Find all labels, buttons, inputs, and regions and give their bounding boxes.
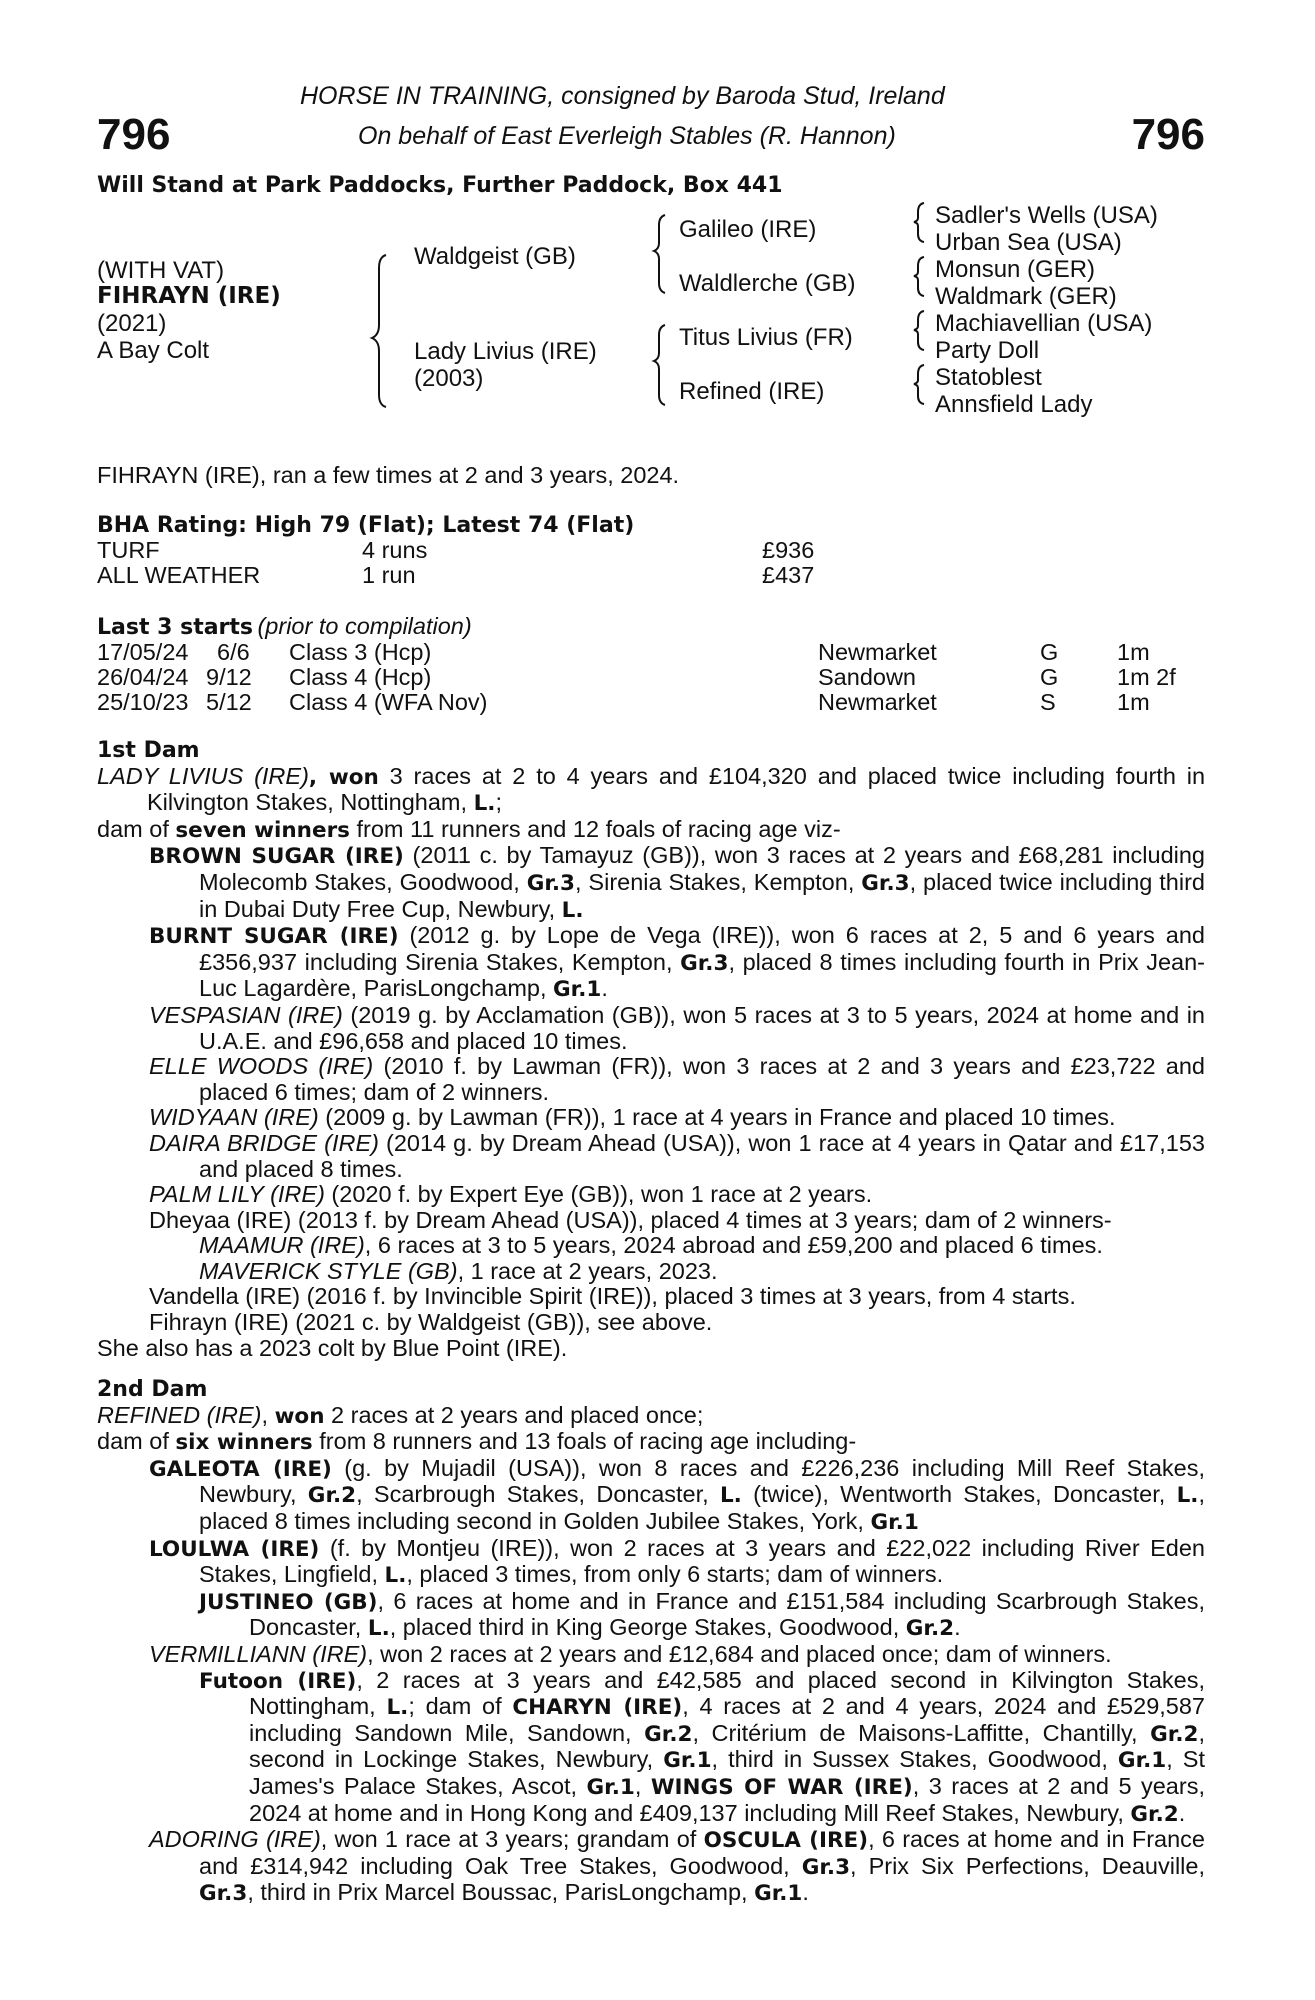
start-row-class: Class 3 (Hcp)	[289, 639, 432, 665]
start-row-distance: 1m	[1117, 689, 1150, 715]
produce-fihrayn: Fihrayn (IRE) (2021 c. by Waldgeist (GB)), see above.	[149, 1309, 713, 1336]
aw-runs: 1 run	[362, 562, 416, 588]
produce-futoon: Futoon (IRE), 2 races at 3 years and £42,585 and placed second in Kilvington Stakes, Nottingham, L.; dam of CHARYN (IRE), 4 races at 2 and 4 years, 2024 and £529,587 including Sandown Mile, Sandown, Gr.2, Critérium de Maisons-Laffitte, Chantilly, Gr.2, second in Lockinge Stakes, Newbury, Gr.1, third in Sussex Stakes, Goodwood, Gr.1, St James's Palace Stakes, Ascot, Gr.1, WINGS OF WAR (IRE), 3 races at 2 and 5 years, 2024 at home and in Hong Kong and £409,137 including Mill Reef Stakes, Newbury, Gr.2.	[199, 1666, 1206, 1827]
start-row-course: Newmarket	[818, 639, 937, 665]
sire-sire: Galileo (IRE)	[679, 216, 817, 243]
produce-elle-woods: ELLE WOODS (IRE) (2010 f. by Lawman (FR)), won 3 races at 2 and 3 years and £23,722 and placed 6 times; dam of 2 winners.	[149, 1053, 1205, 1105]
produce-maverick-style: MAVERICK STYLE (GB), 1 race at 2 years, 2023.	[199, 1257, 718, 1284]
first-dam-produce-summary: dam of seven winners from 11 runners and 12 foals of racing age viz-	[97, 815, 841, 843]
start-row-date: 17/05/24	[97, 639, 189, 665]
produce-dheyaa: Dheyaa (IRE) (2013 f. by Dream Ahead (USA)), placed 4 times at 3 years; dam of 2 winners-	[149, 1206, 1112, 1233]
start-row-course: Newmarket	[818, 689, 937, 715]
ped-ssd: Urban Sea (USA)	[935, 229, 1122, 256]
first-dam-record: LADY LIVIUS (IRE), won 3 races at 2 to 4 years and £104,320 and placed twice including fourth in Kilvington Stakes, Nottingham, L.;	[97, 762, 1206, 817]
start-row-class: Class 4 (Hcp)	[289, 664, 432, 690]
behalf-line: On behalf of East Everleigh Stables (R. Hannon)	[358, 122, 896, 150]
second-dam-section	[97, 1377, 1205, 1907]
start-row-class: Class 4 (WFA Nov)	[289, 689, 488, 715]
start-row-pos: 9/12	[206, 664, 252, 690]
turf-earnings: £936	[762, 537, 815, 563]
produce-burnt-sugar: BURNT SUGAR (IRE) (2012 g. by Lope de Vega (IRE)), won 6 races at 2, 5 and 6 years and £356,937 including Sirenia Stakes, Kempton, Gr.3, placed 8 times including fourth in Prix Jean-Luc Lagardère, ParisLongchamp, Gr.1.	[149, 922, 1206, 1003]
ped-sds: Monsun (GER)	[935, 256, 1096, 283]
start-row-distance: 1m 2f	[1117, 664, 1176, 690]
ped-sss: Sadler's Wells (USA)	[935, 202, 1158, 229]
first-dam-section	[97, 738, 1205, 1361]
start-row-distance: 1m	[1117, 639, 1150, 665]
turf-runs: 4 runs	[362, 537, 428, 563]
lot-number-left: 796	[97, 110, 171, 159]
ped-ddd: Annsfield Lady	[935, 391, 1093, 418]
consignor-line: HORSE IN TRAINING, consigned by Baroda Stud, Ireland	[300, 82, 945, 110]
bha-rating: BHA Rating: High 79 (Flat); Latest 74 (Flat)	[97, 513, 635, 538]
produce-daira-bridge: DAIRA BRIDGE (IRE) (2014 g. by Dream Ahead (USA)), won 1 race at 4 years in Qatar and £17,153 and placed 8 times.	[149, 1129, 1205, 1182]
second-dam-record: REFINED (IRE), won 2 races at 2 years and placed once;	[97, 1401, 704, 1429]
horse-description: A Bay Colt	[97, 337, 210, 364]
produce-vermilliann: VERMILLIANN (IRE), won 2 races at 2 years and £12,684 and placed once; dam of winners.	[149, 1640, 1112, 1667]
first-dam-also: She also has a 2023 colt by Blue Point (IRE).	[97, 1334, 568, 1361]
turf-label: TURF	[97, 537, 160, 563]
ped-dsd: Party Doll	[935, 337, 1040, 364]
dam-year: (2003)	[414, 365, 484, 392]
horse-name: FIHRAYN (IRE)	[97, 283, 281, 309]
produce-galeota: GALEOTA (IRE) (g. by Mujadil (USA)), won 8 races and £226,236 including Mill Reef Stakes, Newbury, Gr.2, Scarbrough Stakes, Doncaster, L. (twice), Wentworth Stakes, Doncaster, L., placed 8 times including second in Golden Jubilee Stakes, York, Gr.1	[149, 1454, 1205, 1535]
start-row-pos: 6/6	[217, 639, 250, 665]
ped-dss: Machiavellian (USA)	[935, 310, 1153, 337]
produce-palm-lily: PALM LILY (IRE) (2020 f. by Expert Eye (GB)), won 1 race at 2 years.	[149, 1181, 873, 1208]
start-row-pos: 5/12	[206, 689, 252, 715]
produce-brown-sugar: BROWN SUGAR (IRE) (2011 c. by Tamayuz (GB)), won 3 races at 2 years and £68,281 including Molecomb Stakes, Goodwood, Gr.3, Sirenia Stakes, Kempton, Gr.3, placed twice including third in Dubai Duty Free Cup, Newbury, L.	[149, 842, 1205, 923]
produce-loulwa: LOULWA (IRE) (f. by Montjeu (IRE)), won 2 races at 3 years and £22,022 including River Eden Stakes, Lingfield, L., placed 3 times, from only 6 starts; dam of winners.	[149, 1534, 1205, 1589]
ped-sdd: Waldmark (GER)	[935, 283, 1117, 310]
start-row-date: 26/04/24	[97, 664, 189, 690]
start-row-date: 25/10/23	[97, 689, 189, 715]
last-starts-heading: Last 3 starts (prior to compilation)	[97, 613, 472, 640]
horse-year: (2021)	[97, 310, 167, 337]
ped-dds: Statoblest	[935, 364, 1042, 391]
race-summary: FIHRAYN (IRE), ran a few times at 2 and 3 years, 2024.	[97, 462, 680, 488]
dam: Lady Livius (IRE)	[414, 338, 597, 365]
stand-location: Will Stand at Park Paddocks, Further Paddock, Box 441	[97, 173, 783, 198]
lot-number-right: 796	[1131, 110, 1205, 159]
aw-earnings: £437	[762, 562, 815, 588]
sire: Waldgeist (GB)	[414, 243, 576, 270]
produce-widyaan: WIDYAAN (IRE) (2009 g. by Lawman (FR)), 1 race at 4 years in France and placed 10 times.	[149, 1104, 1116, 1131]
second-dam-produce-summary: dam of six winners from 8 runners and 13 foals of racing age including-	[97, 1428, 857, 1456]
produce-vespasian: VESPASIAN (IRE) (2019 g. by Acclamation (GB)), won 5 races at 3 to 5 years, 2024 at home and in U.A.E. and £96,658 and placed 10 times.	[149, 1001, 1205, 1054]
aw-label: ALL WEATHER	[97, 562, 261, 588]
vat-note: (WITH VAT)	[97, 257, 225, 284]
start-row-going: G	[1040, 664, 1059, 690]
start-row-course: Sandown	[818, 664, 916, 690]
sire-dam: Waldlerche (GB)	[679, 270, 856, 297]
start-row-going: G	[1040, 639, 1059, 665]
produce-adoring: ADORING (IRE), won 1 race at 3 years; grandam of OSCULA (IRE), 6 races at home and in France and £314,942 including Oak Tree Stakes, Goodwood, Gr.3, Prix Six Perfections, Deauville, Gr.3, third in Prix Marcel Boussac, ParisLongchamp, Gr.1.	[149, 1826, 1206, 1907]
start-row-going: S	[1040, 689, 1056, 715]
first-dam-heading: 1st Dam	[97, 738, 200, 763]
produce-vandella: Vandella (IRE) (2016 f. by Invincible Spirit (IRE)), placed 3 times at 3 years, from 4 starts.	[149, 1283, 1076, 1310]
second-dam-heading: 2nd Dam	[97, 1377, 208, 1402]
produce-maamur: MAAMUR (IRE), 6 races at 3 to 5 years, 2024 abroad and £59,200 and placed 6 times.	[199, 1232, 1103, 1259]
dam-dam: Refined (IRE)	[679, 378, 825, 405]
dam-sire: Titus Livius (FR)	[679, 324, 853, 351]
produce-justineo: JUSTINEO (GB), 6 races at home and in France and £151,584 including Scarbrough Stakes, Doncaster, L., placed third in King George Stakes, Goodwood, Gr.2.	[199, 1587, 1205, 1642]
